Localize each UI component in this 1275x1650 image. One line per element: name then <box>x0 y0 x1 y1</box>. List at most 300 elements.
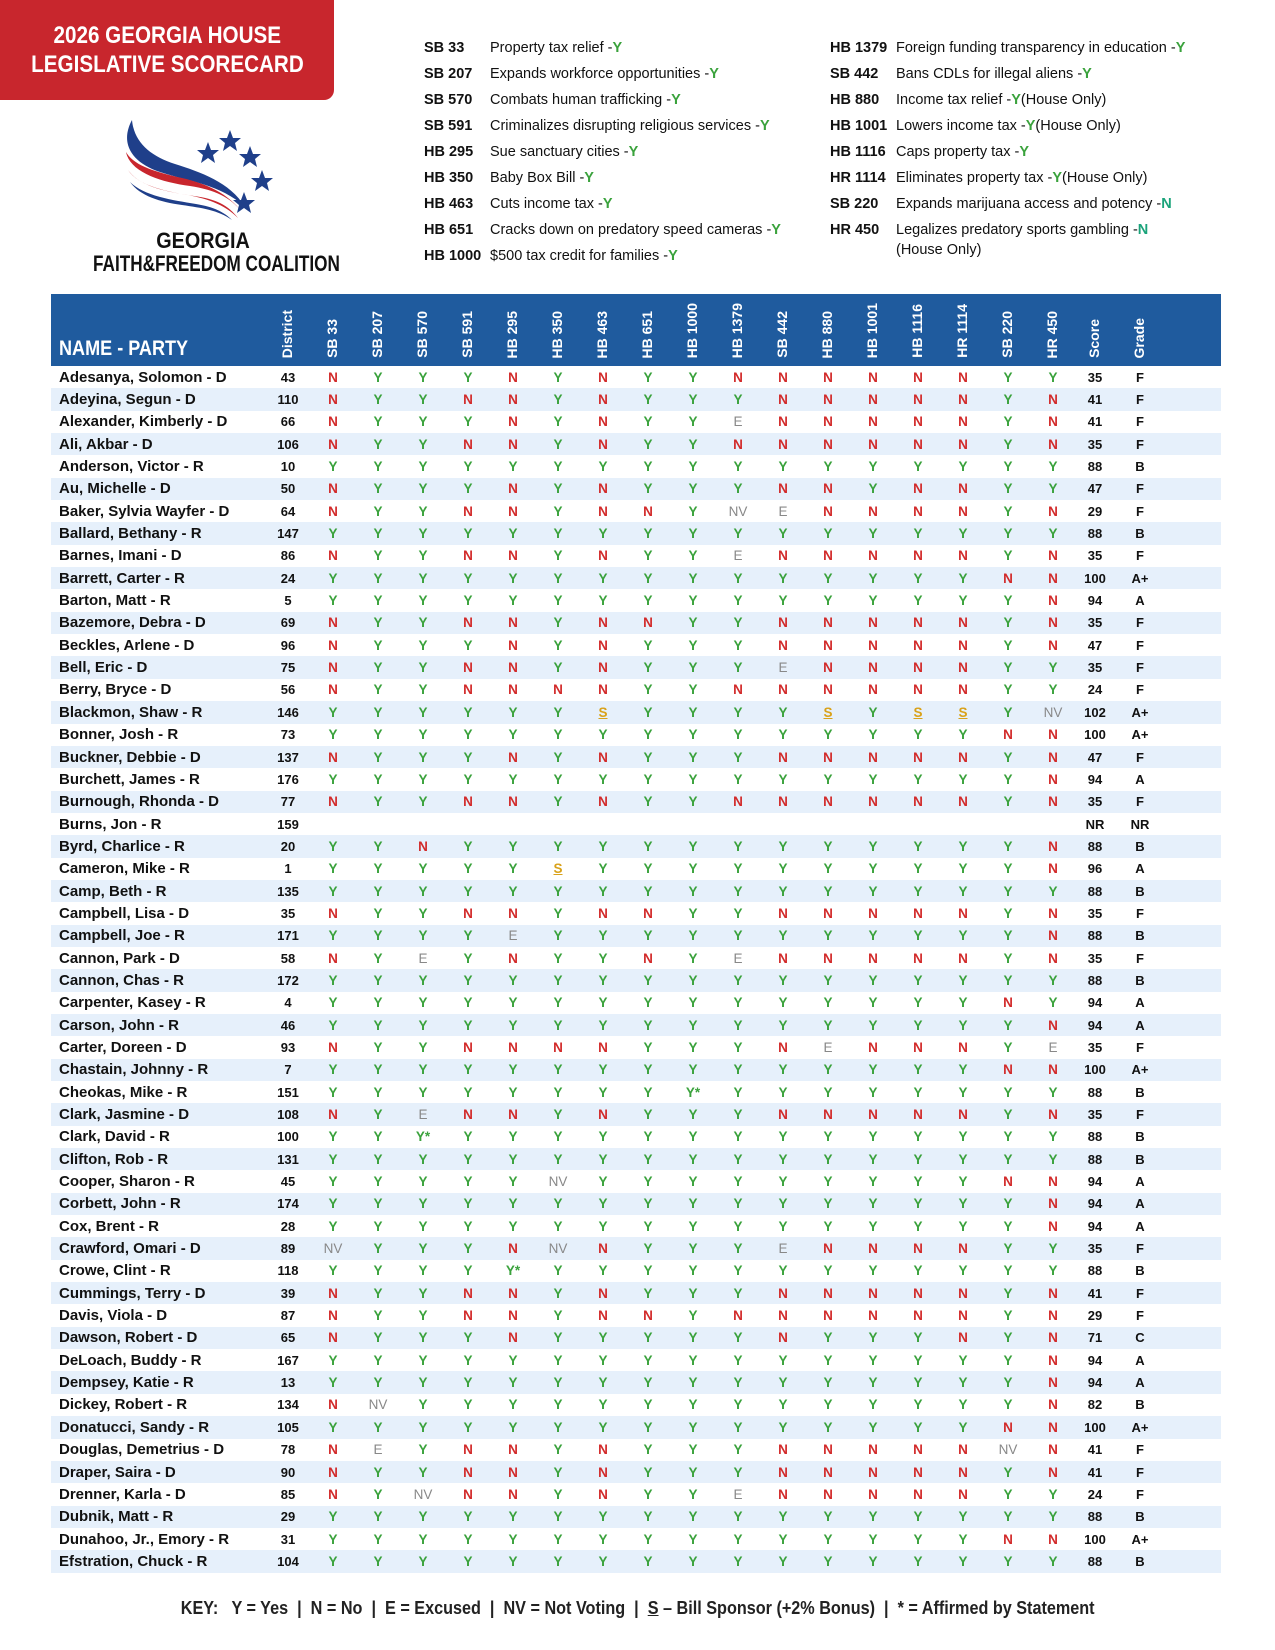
vote-cell: Y <box>373 1352 383 1368</box>
vote-cell: N <box>958 1241 968 1257</box>
vote-cell: Y <box>553 727 563 743</box>
legend-note: (House Only) <box>1062 170 1148 186</box>
vote-cell: N <box>328 392 338 408</box>
table-row <box>51 589 1221 611</box>
vote-cell: Y <box>373 548 383 564</box>
member-name: Campbell, Joe - R <box>59 927 185 945</box>
vote-cell: Y <box>733 1263 743 1279</box>
member-name: Clark, Jasmine - D <box>59 1106 190 1124</box>
table-row <box>51 455 1221 477</box>
vote-cell: N <box>508 660 518 676</box>
member-name: Dubnik, Matt - R <box>59 1508 174 1526</box>
vote-cell: Y <box>373 1263 383 1279</box>
vote-cell: Y <box>688 369 698 385</box>
vote-cell: Y <box>463 771 473 787</box>
district-cell: 45 <box>280 1174 296 1190</box>
vote-cell: Y <box>553 637 563 653</box>
vote-cell: Y <box>598 1375 608 1391</box>
score-cell: 94 <box>1087 771 1103 787</box>
district-cell: 29 <box>280 1509 296 1525</box>
member-name: Adeyina, Segun - D <box>59 391 196 409</box>
vote-cell: Y <box>733 1084 743 1100</box>
vote-cell: Y <box>553 436 563 452</box>
vote-cell: Y <box>958 1419 968 1435</box>
vote-cell: N <box>463 682 473 698</box>
member-name: Efstration, Chuck - R <box>59 1552 208 1570</box>
vote-cell: Y <box>463 1017 473 1033</box>
vote-cell: N <box>958 1308 968 1324</box>
vote-cell: Y <box>688 570 698 586</box>
grade-cell: B <box>1135 972 1145 988</box>
vote-cell: N <box>508 369 518 385</box>
grade-cell: A+ <box>1131 727 1149 743</box>
vote-cell: Y <box>733 1017 743 1033</box>
vote-cell: Y <box>913 1352 923 1368</box>
vote-cell: Y <box>643 1062 653 1078</box>
vote-cell: N <box>913 794 923 810</box>
vote-cell: Y <box>418 771 428 787</box>
legend-bill: SB 33 <box>424 40 465 56</box>
vote-cell: Y <box>823 593 833 609</box>
vote-cell: Y <box>688 1397 698 1413</box>
vote-cell: Y <box>463 861 473 877</box>
member-name: Barton, Matt - R <box>59 592 171 610</box>
score-cell: 88 <box>1087 972 1103 988</box>
vote-cell: N <box>868 503 878 519</box>
column-header: SB 207 <box>369 311 385 358</box>
vote-cell: Y <box>328 1174 338 1190</box>
vote-cell: N <box>463 660 473 676</box>
vote-cell: Y <box>328 972 338 988</box>
vote-cell: N <box>913 503 923 519</box>
vote-cell: Y <box>418 1419 428 1435</box>
vote-cell: N <box>328 436 338 452</box>
vote-cell: N <box>418 838 428 854</box>
vote-cell: Y <box>958 1263 968 1279</box>
vote-cell: N <box>598 1308 608 1324</box>
vote-cell: Y <box>643 1509 653 1525</box>
vote-cell: Y <box>373 570 383 586</box>
member-name: Dawson, Robert - D <box>59 1329 198 1347</box>
vote-cell: Y <box>418 682 428 698</box>
vote-cell: N <box>913 1308 923 1324</box>
vote-cell: N <box>508 548 518 564</box>
vote-cell: N <box>508 414 518 430</box>
vote-cell: Y <box>508 1375 518 1391</box>
vote-cell: Y <box>373 972 383 988</box>
vote-cell: Y <box>643 995 653 1011</box>
vote-cell: Y <box>508 861 518 877</box>
column-header: HR 450 <box>1044 310 1060 358</box>
vote-cell: Y <box>643 682 653 698</box>
vote-cell: Y <box>463 526 473 542</box>
vote-cell: N <box>868 548 878 564</box>
vote-cell: Y <box>328 838 338 854</box>
vote-cell: N <box>958 1464 968 1480</box>
table-row <box>51 880 1221 902</box>
vote-cell: Y <box>373 1174 383 1190</box>
vote-cell: Y <box>688 593 698 609</box>
score-cell: 29 <box>1087 503 1103 519</box>
member-name: Cameron, Mike - R <box>59 860 190 878</box>
table-row <box>51 1506 1221 1528</box>
vote-cell: Y <box>643 794 653 810</box>
district-cell: 135 <box>277 883 299 899</box>
vote-cell: Y <box>1003 548 1013 564</box>
district-cell: 159 <box>277 816 299 832</box>
vote-cell: Y <box>733 995 743 1011</box>
score-cell: 88 <box>1087 1263 1103 1279</box>
vote-cell: Y <box>373 794 383 810</box>
vote-cell: N <box>598 1107 608 1123</box>
vote-cell: Y <box>913 1174 923 1190</box>
vote-cell: N <box>868 794 878 810</box>
vote-cell: Y <box>598 972 608 988</box>
vote-cell: Y <box>958 771 968 787</box>
vote-cell: Y <box>418 1509 428 1525</box>
vote-cell: Y <box>688 1464 698 1480</box>
vote-cell: Y <box>553 548 563 564</box>
grade-cell: B <box>1135 883 1145 899</box>
vote-cell: Y <box>778 995 788 1011</box>
vote-cell: Y <box>688 637 698 653</box>
vote-cell: Y <box>1003 436 1013 452</box>
vote-cell: Y <box>463 1397 473 1413</box>
vote-cell: Y <box>958 570 968 586</box>
vote-cell: Y <box>418 1174 428 1190</box>
vote-cell: N <box>778 1442 788 1458</box>
key-excused: E = Excused <box>384 1598 481 1618</box>
vote-cell: Y <box>733 838 743 854</box>
score-cell: 88 <box>1087 459 1103 475</box>
vote-cell: N <box>778 615 788 631</box>
column-header: SB 591 <box>459 311 475 358</box>
vote-cell: Y <box>913 1196 923 1212</box>
vote-cell: N <box>1003 1174 1013 1190</box>
key-separator: | <box>883 1598 889 1618</box>
vote-cell: Y <box>373 1486 383 1502</box>
vote-cell: Y <box>508 1553 518 1569</box>
member-name: Cannon, Park - D <box>59 949 180 967</box>
vote-cell: Y <box>1003 838 1013 854</box>
vote-cell: N <box>463 1107 473 1123</box>
grade-cell: B <box>1135 1553 1145 1569</box>
vote-cell: Y <box>1003 771 1013 787</box>
vote-cell: Y <box>508 593 518 609</box>
member-name: Dunahoo, Jr., Emory - R <box>59 1530 230 1548</box>
vote-cell: N <box>1048 1218 1058 1234</box>
table-row <box>51 768 1221 790</box>
vote-cell: N <box>1048 861 1058 877</box>
legend-item <box>830 144 1185 170</box>
score-cell: 35 <box>1087 615 1103 631</box>
vote-cell: Y <box>508 1352 518 1368</box>
key-separator: | <box>489 1598 495 1618</box>
member-name: Bell, Eric - D <box>59 659 148 677</box>
vote-cell: Y <box>778 1151 788 1167</box>
table-row <box>51 1483 1221 1505</box>
vote-cell: Y <box>418 481 428 497</box>
vote-cell: N <box>958 1039 968 1055</box>
vote-cell: Y <box>958 995 968 1011</box>
vote-cell: N <box>823 1464 833 1480</box>
vote-cell: Y <box>553 392 563 408</box>
vote-cell: N <box>823 660 833 676</box>
vote-cell: Y <box>598 928 608 944</box>
vote-cell: E <box>373 1442 383 1458</box>
vote-cell: Y <box>688 526 698 542</box>
vote-cell: Y <box>823 526 833 542</box>
vote-cell: Y <box>418 1062 428 1078</box>
member-name: Bazemore, Debra - D <box>59 614 206 632</box>
member-name: Ali, Akbar - D <box>59 435 153 453</box>
table-row <box>51 835 1221 857</box>
vote-cell: Y <box>688 1129 698 1145</box>
vote-cell: N <box>1048 1397 1058 1413</box>
vote-cell: N <box>328 637 338 653</box>
table-row <box>51 858 1221 880</box>
legend-item <box>424 144 781 170</box>
score-cell: 41 <box>1087 414 1103 430</box>
vote-cell: Y <box>778 861 788 877</box>
vote-cell: Y <box>328 1375 338 1391</box>
vote-cell: Y <box>418 1017 428 1033</box>
vote-cell: Y <box>778 1218 788 1234</box>
district-cell: 46 <box>280 1017 296 1033</box>
district-cell: 104 <box>277 1553 299 1569</box>
vote-cell: N <box>508 1308 518 1324</box>
member-name: Carter, Doreen - D <box>59 1038 187 1056</box>
vote-cell: N <box>643 950 653 966</box>
member-name: Cooper, Sharon - R <box>59 1173 195 1191</box>
vote-cell: Y <box>463 414 473 430</box>
vote-cell: Y <box>328 526 338 542</box>
vote-cell: Y <box>418 1218 428 1234</box>
vote-cell: N <box>778 905 788 921</box>
vote-cell: Y <box>418 459 428 475</box>
vote-cell: Y <box>733 660 743 676</box>
vote-cell: Y <box>328 1509 338 1525</box>
vote-cell: Y <box>643 1196 653 1212</box>
grade-cell: F <box>1136 503 1144 519</box>
table-row <box>51 1103 1221 1125</box>
vote-cell: N <box>328 369 338 385</box>
vote-cell: Y <box>688 459 698 475</box>
vote-cell: N <box>958 481 968 497</box>
vote-cell: Y <box>733 1107 743 1123</box>
key-prefix: KEY: <box>180 1598 219 1618</box>
vote-cell: Y <box>373 414 383 430</box>
vote-cell: Y <box>553 570 563 586</box>
vote-cell: Y <box>733 1553 743 1569</box>
vote-cell: Y <box>958 1129 968 1145</box>
vote-cell: Y <box>643 838 653 854</box>
vote-cell: Y <box>688 950 698 966</box>
vote-cell: Y <box>1003 1039 1013 1055</box>
vote-cell: Y <box>1003 369 1013 385</box>
vote-cell: Y <box>913 1218 923 1234</box>
vote-cell: Y <box>418 1553 428 1569</box>
vote-cell: Y <box>913 1419 923 1435</box>
grade-cell: B <box>1135 526 1145 542</box>
vote-cell: N <box>1003 1062 1013 1078</box>
vote-cell: Y <box>328 1062 338 1078</box>
vote-cell: Y <box>553 1107 563 1123</box>
vote-cell: N <box>1048 1196 1058 1212</box>
org-name-line2: FAITH&FREEDOM COALITION <box>93 251 340 276</box>
vote-cell: Y <box>643 1442 653 1458</box>
vote-cell: Y <box>463 1151 473 1167</box>
score-cell: 94 <box>1087 1017 1103 1033</box>
vote-cell: Y <box>733 727 743 743</box>
legend-bill: SB 570 <box>424 92 473 108</box>
vote-cell: Y <box>418 637 428 653</box>
score-cell: 47 <box>1087 749 1103 765</box>
vote-cell: Y <box>508 771 518 787</box>
vote-cell: Y <box>373 615 383 631</box>
key-separator: | <box>371 1598 376 1618</box>
key-separator: | <box>296 1598 302 1618</box>
district-cell: 96 <box>280 637 296 653</box>
vote-cell: Y <box>733 392 743 408</box>
member-name: Chastain, Johnny - R <box>59 1061 209 1079</box>
district-cell: 167 <box>277 1352 299 1368</box>
vote-cell: Y <box>1003 749 1013 765</box>
vote-cell: Y <box>373 905 383 921</box>
vote-cell: Y <box>508 526 518 542</box>
column-header: HB 295 <box>504 310 520 358</box>
vote-cell: Y <box>643 704 653 720</box>
vote-cell: N <box>598 1285 608 1301</box>
vote-cell: N <box>958 1486 968 1502</box>
vote-cell: N <box>823 905 833 921</box>
vote-cell: Y <box>643 459 653 475</box>
score-cell: 100 <box>1084 1419 1106 1435</box>
vote-cell: Y <box>598 1397 608 1413</box>
vote-cell: Y <box>733 928 743 944</box>
vote-cell: N <box>958 794 968 810</box>
score-cell: 41 <box>1087 1464 1103 1480</box>
vote-cell: Y <box>868 883 878 899</box>
member-name: Clark, David - R <box>59 1128 170 1146</box>
vote-cell: Y <box>958 1375 968 1391</box>
vote-cell: Y <box>733 1039 743 1055</box>
vote-cell: Y <box>373 950 383 966</box>
vote-cell: N <box>913 392 923 408</box>
vote-cell: Y <box>778 972 788 988</box>
vote-cell: Y <box>508 1419 518 1435</box>
vote-cell: Y <box>463 1241 473 1257</box>
district-cell: 105 <box>277 1419 299 1435</box>
vote-cell: N <box>598 548 608 564</box>
vote-cell: Y <box>958 1084 968 1100</box>
grade-cell: F <box>1136 436 1144 452</box>
vote-cell: N <box>1048 548 1058 564</box>
vote-cell: Y <box>1003 1397 1013 1413</box>
column-header: HB 1116 <box>909 304 925 358</box>
vote-cell: Y <box>328 883 338 899</box>
vote-cell: Y <box>1003 928 1013 944</box>
vote-cell: N <box>508 749 518 765</box>
vote-cell: N <box>823 794 833 810</box>
grade-cell: F <box>1136 369 1144 385</box>
vote-cell: Y <box>553 481 563 497</box>
vote-cell: N <box>598 1241 608 1257</box>
vote-cell: N <box>958 682 968 698</box>
grade-cell: B <box>1135 838 1145 854</box>
vote-cell: Y <box>553 1308 563 1324</box>
vote-cell: Y <box>643 1129 653 1145</box>
vote-cell: N <box>733 794 743 810</box>
vote-cell: N <box>1048 905 1058 921</box>
vote-cell: Y <box>958 1017 968 1033</box>
legend-item <box>830 118 1185 144</box>
table-row <box>51 388 1221 410</box>
vote-cell: N <box>1003 727 1013 743</box>
vote-cell: Y <box>328 704 338 720</box>
grade-cell: B <box>1135 1263 1145 1279</box>
vote-cell: Y <box>328 1218 338 1234</box>
vote-cell: Y <box>463 1553 473 1569</box>
vote-cell: N <box>868 1107 878 1123</box>
legend-vote: Y <box>709 66 719 82</box>
vote-cell: N <box>598 637 608 653</box>
vote-cell: Y <box>553 972 563 988</box>
column-header: HR 1114 <box>954 304 970 358</box>
vote-cell: N <box>508 1486 518 1502</box>
legend-vote: Y <box>771 222 781 238</box>
vote-cell: S <box>958 704 968 720</box>
vote-cell: Y <box>688 794 698 810</box>
vote-cell: Y <box>733 1241 743 1257</box>
vote-cell: Y <box>823 570 833 586</box>
vote-cell: Y <box>463 1352 473 1368</box>
vote-cell: Y <box>643 593 653 609</box>
vote-cell: N <box>1048 436 1058 452</box>
vote-cell: Y <box>1003 481 1013 497</box>
vote-cell: N <box>778 548 788 564</box>
vote-cell: Y <box>373 727 383 743</box>
vote-cell: N <box>958 1285 968 1301</box>
table-row <box>51 724 1221 746</box>
table-row <box>51 500 1221 522</box>
bill-legend-right <box>830 40 1185 268</box>
vote-cell: Y <box>463 1263 473 1279</box>
vote-cell: N <box>598 1486 608 1502</box>
vote-cell: N <box>868 615 878 631</box>
vote-cell: N <box>1048 928 1058 944</box>
vote-cell: Y <box>553 905 563 921</box>
vote-cell: Y <box>418 1084 428 1100</box>
vote-cell: Y <box>598 995 608 1011</box>
district-cell: 56 <box>280 682 296 698</box>
vote-cell: E <box>418 1107 428 1123</box>
vote-cell: Y <box>463 972 473 988</box>
vote-cell: Y <box>463 481 473 497</box>
vote-cell: Y <box>1003 704 1013 720</box>
legend-desc: Property tax relief - <box>490 40 613 56</box>
vote-cell: Y <box>733 593 743 609</box>
district-cell: 39 <box>280 1285 296 1301</box>
vote-cell: Y <box>868 1129 878 1145</box>
vote-cell: Y <box>733 637 743 653</box>
vote-cell: NV <box>413 1486 433 1502</box>
vote-cell: N <box>823 615 833 631</box>
vote-cell: N <box>598 1442 608 1458</box>
vote-cell: Y <box>868 570 878 586</box>
score-cell: 88 <box>1087 1084 1103 1100</box>
vote-cell: Y <box>778 771 788 787</box>
